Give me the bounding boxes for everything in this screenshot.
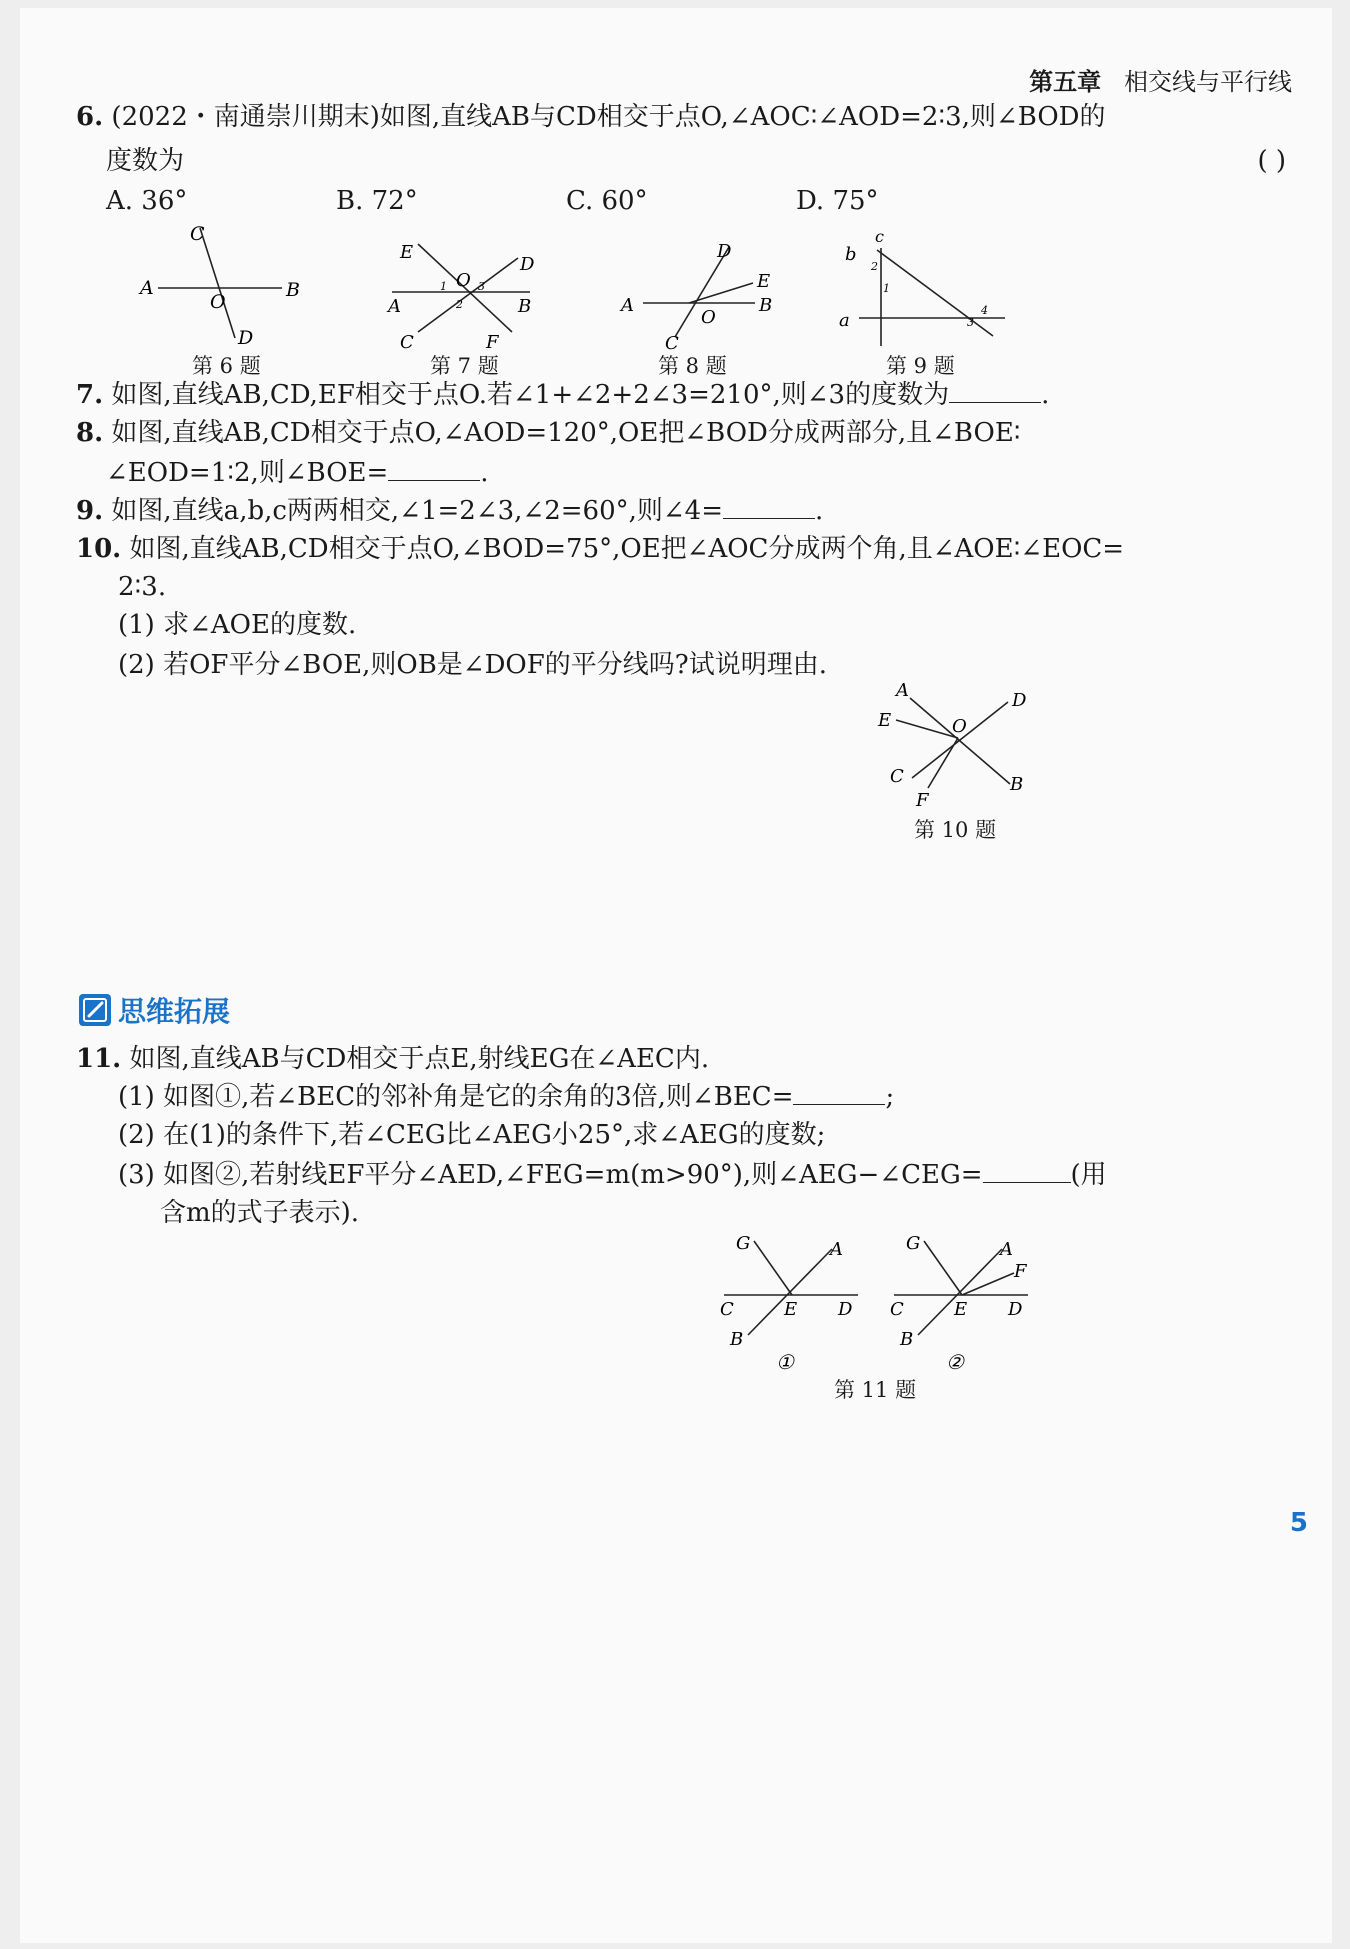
answer-blank[interactable] [388, 480, 480, 481]
label-b: B [286, 279, 300, 301]
question-6-line2: 度数为 [106, 146, 185, 176]
label-a: A [1000, 1239, 1013, 1260]
label-e: E [878, 710, 892, 731]
question-8-line2 [106, 456, 489, 490]
label-c: C [665, 333, 679, 351]
question-9 [76, 494, 823, 528]
question-11-sub2: (2) 在(1)的条件下,若∠CEG比∠AEG小25°,求∠AEG的度数; [118, 1120, 826, 1150]
question-6 [76, 100, 1106, 134]
page-number: 5 [1289, 1508, 1308, 1538]
caption-fig7: 第 7 题 [430, 354, 499, 378]
figure-9 [835, 230, 1015, 350]
question-8 [76, 416, 1021, 450]
question-10 [76, 532, 1124, 566]
question-11-sub3-line2: 含m的式子表示). [160, 1198, 360, 1228]
period: . [480, 458, 489, 488]
period: . [1041, 380, 1050, 410]
question-text: 如图,直线AB,CD相交于点O,∠AOD=120°,OE把∠BOD分成两部分,且∠BOE∶ [111, 418, 1021, 448]
chapter-number: 第五章 [1029, 68, 1102, 96]
label-o: O [210, 291, 226, 313]
caption-fig10: 第 10 题 [914, 818, 997, 842]
label-f: F [916, 790, 929, 810]
question-10-line2: 2∶3. [118, 572, 167, 602]
figure-10 [860, 680, 1040, 810]
answer-paren: ( ) [1257, 146, 1286, 176]
label-b: B [730, 1329, 744, 1350]
section-header [78, 990, 230, 1030]
label-a: A [830, 1239, 843, 1260]
label-g: G [736, 1233, 751, 1254]
question-text: (用 [1070, 1160, 1107, 1190]
option-b: B. 72° [336, 186, 418, 216]
label-b: b [845, 244, 857, 265]
question-10-sub1: (1) 求∠AOE的度数. [118, 610, 357, 640]
pencil-note-icon [78, 993, 112, 1027]
question-number: 6. [76, 102, 104, 132]
question-number: 7. [76, 380, 104, 410]
caption-fig9: 第 9 题 [886, 354, 955, 378]
section-title: 思维拓展 [118, 995, 231, 1028]
label-1: 1 [883, 282, 890, 295]
label-a: A [388, 296, 401, 317]
label-d: D [520, 254, 535, 275]
figure-6 [130, 216, 330, 351]
figure-number: ② [946, 1350, 964, 1373]
label-c: C [890, 1299, 904, 1320]
question-text: 如图,直线AB,CD相交于点O,∠BOD=75°,OE把∠AOC分成两个角,且∠AOE∶∠EOC= [129, 534, 1125, 564]
figure-8 [605, 233, 785, 351]
question-text: 如图,直线AB,CD,EF相交于点O.若∠1+∠2+2∠3=210°,则∠3的度数为 [111, 380, 950, 410]
option-c: C. 60° [566, 186, 648, 216]
label-1: 1 [440, 280, 447, 293]
question-number: 8. [76, 418, 104, 448]
question-text: (1) 如图①,若∠BEC的邻补角是它的余角的3倍,则∠BEC= [118, 1082, 794, 1112]
label-c: c [875, 230, 884, 246]
label-e: E [784, 1299, 798, 1320]
figure-number: ① [776, 1350, 794, 1373]
label-o: O [456, 270, 471, 291]
label-d: D [238, 327, 254, 349]
figure-11-2 [880, 1223, 1040, 1373]
question-text: ∠EOD=1∶2,则∠BOE= [106, 458, 389, 488]
label-a: a [839, 310, 850, 331]
label-b: B [900, 1329, 914, 1350]
answer-blank[interactable] [983, 1182, 1071, 1183]
label-d: D [838, 1299, 853, 1320]
label-b: B [759, 295, 773, 316]
caption-fig6: 第 6 题 [192, 354, 261, 378]
label-3: 3 [967, 316, 974, 329]
question-text: (3) 如图②,若射线EF平分∠AED,∠FEG=m(m>90°),则∠AEG−∠CEG= [118, 1160, 983, 1190]
label-c: C [720, 1299, 734, 1320]
question-11-sub3 [118, 1158, 1107, 1192]
label-e: E [954, 1299, 968, 1320]
option-a: A. 36° [106, 186, 188, 216]
label-e: E [757, 271, 771, 292]
label-c: C [890, 766, 904, 787]
chapter-title: 相交线与平行线 [1124, 68, 1292, 96]
question-number: 9. [76, 496, 104, 526]
question-text: 如图,直线a,b,c两两相交,∠1=2∠3,∠2=60°,则∠4= [111, 496, 724, 526]
label-d: D [717, 241, 732, 262]
answer-blank[interactable] [793, 1104, 885, 1105]
question-number: 10. [76, 534, 122, 564]
label-o: O [701, 307, 716, 328]
label-f: F [486, 332, 499, 351]
label-c: C [190, 223, 205, 245]
question-7 [76, 378, 1049, 412]
caption-fig11: 第 11 题 [834, 1378, 917, 1402]
label-d: D [1008, 1299, 1023, 1320]
question-text: (2022・南通崇川期末)如图,直线AB与CD相交于点O,∠AOC∶∠AOD=2∶3,则∠BOD的 [111, 102, 1106, 132]
figure-11-1 [710, 1223, 870, 1373]
label-e: E [400, 242, 414, 263]
semicolon: ; [885, 1082, 895, 1112]
label-2: 2 [456, 298, 463, 311]
label-3: 3 [478, 280, 485, 293]
answer-blank[interactable] [949, 402, 1041, 403]
page [20, 8, 1332, 1943]
label-a: A [140, 277, 154, 299]
label-b: B [518, 296, 532, 317]
label-2: 2 [871, 260, 878, 273]
chapter-header [1029, 62, 1292, 97]
label-f: F [1014, 1261, 1027, 1282]
label-d: D [1012, 690, 1027, 711]
figure-7 [370, 236, 570, 351]
option-d: D. 75° [796, 186, 879, 216]
question-11 [76, 1042, 709, 1076]
label-o: O [952, 716, 967, 737]
period: . [815, 496, 824, 526]
answer-blank[interactable] [723, 518, 815, 519]
label-4: 4 [981, 304, 988, 317]
label-g: G [906, 1233, 921, 1254]
question-text: 如图,直线AB与CD相交于点E,射线EG在∠AEC内. [129, 1044, 710, 1074]
label-a: A [621, 295, 634, 316]
question-10-sub2: (2) 若OF平分∠BOE,则OB是∠DOF的平分线吗?试说明理由. [118, 650, 827, 680]
label-a: A [896, 680, 909, 701]
label-c: C [400, 332, 414, 351]
caption-fig8: 第 8 题 [658, 354, 727, 378]
question-11-sub1 [118, 1080, 894, 1114]
question-number: 11. [76, 1044, 122, 1074]
label-b: B [1010, 774, 1024, 795]
